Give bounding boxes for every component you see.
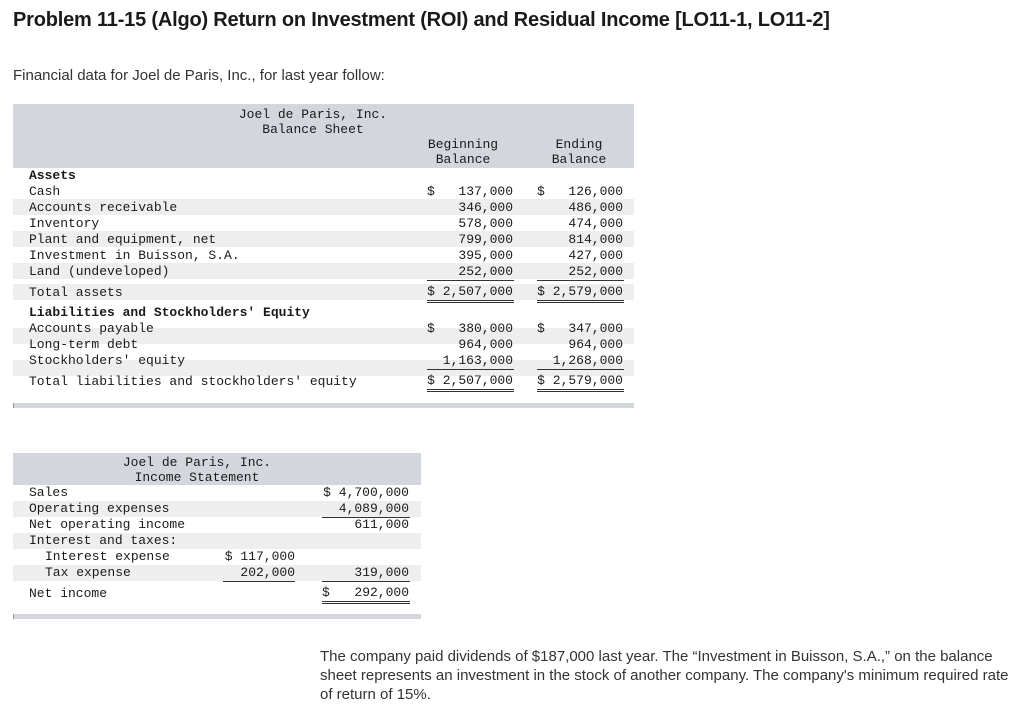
liability-beginning-value: 964,000 [458, 337, 513, 352]
subtotal-rule [427, 280, 514, 281]
liability-ending-value: 347,000 [568, 321, 623, 336]
bs-col-beginning-line1: Beginning [427, 137, 499, 152]
dollar-sign: $ [537, 184, 545, 199]
total-interest-taxes-value: 319,000 [354, 565, 409, 580]
intro-text: Financial data for Joel de Paris, Inc., for last year follow: [13, 67, 385, 84]
bs-col-beginning-line2: Balance [435, 152, 491, 167]
liability-beginning-value: 1,163,000 [442, 353, 513, 368]
liability-label: Long-term debt [29, 337, 139, 352]
bs-col-ending-line2: Balance [551, 152, 607, 167]
bs-col-ending-line1: Ending [555, 137, 603, 152]
liability-label: Stockholders' equity [29, 353, 186, 368]
subtotal-rule [537, 280, 624, 281]
asset-label: Accounts receivable [29, 200, 178, 215]
assets-heading: Assets [29, 168, 76, 183]
asset-label: Inventory [29, 216, 100, 231]
noi-value: 611,000 [354, 517, 409, 532]
total-liabilities-beginning: $ 2,507,000 [427, 373, 513, 388]
dollar-sign: $ [427, 184, 435, 199]
sales-value: $ 4,700,000 [323, 485, 409, 500]
total-double-rule [427, 300, 514, 303]
interest-expense-label: Interest expense [45, 549, 170, 564]
net-income-value: 292,000 [354, 585, 409, 600]
problem-description: The company paid dividends of $187,000 last year. The “Investment in Buisson, S.A.,” on the balance sheet represents an investment in the stock of another company. The company's minimum required rate of return of 15%. [320, 648, 1009, 703]
bs-company-name: Joel de Paris, Inc. [238, 107, 388, 122]
asset-label: Investment in Buisson, S.A. [29, 248, 240, 263]
noi-label: Net operating income [29, 517, 186, 532]
dollar-sign: $ [322, 585, 330, 600]
subtotal-rule [537, 369, 624, 370]
total-liabilities-label: Total liabilities and stockholders' equity [29, 374, 357, 389]
asset-label: Land (undeveloped) [29, 264, 170, 279]
bs-statement-name: Balance Sheet [262, 122, 364, 137]
liability-ending-value: 964,000 [568, 337, 623, 352]
asset-ending-value: 474,000 [568, 216, 623, 231]
table-bottom-bar [13, 403, 634, 408]
net-income-label: Net income [29, 586, 108, 601]
asset-label: Cash [29, 184, 61, 199]
asset-beginning-value: 137,000 [458, 184, 513, 199]
sales-label: Sales [29, 485, 69, 500]
subtotal-rule [427, 369, 514, 370]
opex-label: Operating expenses [29, 501, 170, 516]
liabilities-heading: Liabilities and Stockholders' Equity [29, 305, 310, 320]
table-bottom-bar [13, 614, 421, 619]
asset-beginning-value: 578,000 [458, 216, 513, 231]
liability-label: Accounts payable [29, 321, 154, 336]
dollar-sign: $ [537, 321, 545, 336]
asset-beginning-value: 799,000 [458, 232, 513, 247]
total-double-rule [537, 389, 624, 392]
asset-ending-value: 126,000 [568, 184, 623, 199]
interest-taxes-label: Interest and taxes: [29, 533, 178, 548]
dollar-sign: $ [427, 321, 435, 336]
total-liabilities-ending: $ 2,579,000 [537, 373, 623, 388]
balance-sheet [13, 104, 634, 410]
asset-beginning-value: 346,000 [458, 200, 513, 215]
asset-ending-value: 252,000 [568, 264, 623, 279]
total-assets-ending: $ 2,579,000 [537, 284, 623, 299]
subtotal-rule [322, 581, 410, 582]
asset-ending-value: 814,000 [568, 232, 623, 247]
total-double-rule [322, 601, 410, 604]
income-statement [13, 453, 421, 620]
liability-ending-value: 1,268,000 [552, 353, 623, 368]
asset-beginning-value: 252,000 [458, 264, 513, 279]
asset-label: Plant and equipment, net [29, 232, 217, 247]
asset-ending-value: 427,000 [568, 248, 623, 263]
asset-ending-value: 486,000 [568, 200, 623, 215]
asset-beginning-value: 395,000 [458, 248, 513, 263]
total-double-rule [537, 300, 624, 303]
tax-expense-value: 202,000 [240, 565, 295, 580]
opex-value: 4,089,000 [338, 501, 409, 516]
total-double-rule [427, 389, 514, 392]
total-assets-label: Total assets [29, 285, 123, 300]
interest-expense-value: $ 117,000 [224, 549, 295, 564]
is-company-name: Joel de Paris, Inc. [122, 455, 272, 470]
problem-title: Problem 11-15 (Algo) Return on Investment (ROI) and Residual Income [LO11-1, LO11-2] [13, 9, 830, 31]
tax-expense-label: Tax expense [45, 565, 131, 580]
subtotal-rule [223, 581, 295, 582]
total-assets-beginning: $ 2,507,000 [427, 284, 513, 299]
is-statement-name: Income Statement [134, 470, 260, 485]
liability-beginning-value: 380,000 [458, 321, 513, 336]
